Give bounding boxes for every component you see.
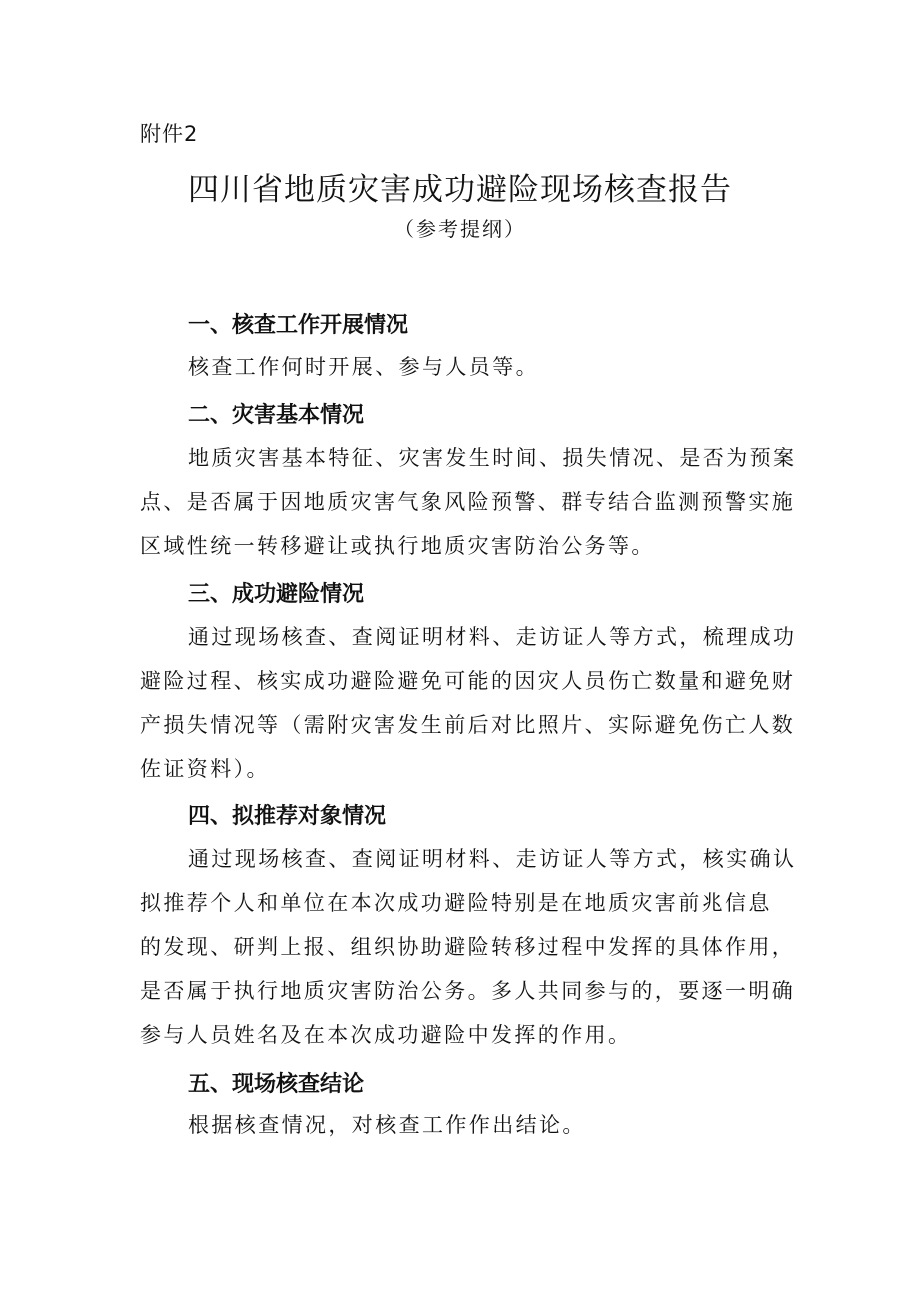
section-heading-3: 三、成功避险情况 bbox=[188, 582, 365, 607]
body-line: 通过现场核查、查阅证明材料、走访证人等方式，核实确认 bbox=[188, 847, 797, 871]
document-subtitle: （参考提纲） bbox=[394, 217, 526, 241]
body-line: 的发现、研判上报、组织协助避险转移过程中发挥的具体作用， bbox=[140, 935, 796, 959]
body-line: 避险过程、核实成功避险避免可能的因灾人员伤亡数量和避免财 bbox=[140, 669, 796, 693]
body-line: 拟推荐个人和单位在本次成功避险特别是在地质灾害前兆信息 bbox=[140, 891, 772, 915]
attachment-label: 附件2 bbox=[140, 122, 199, 146]
body-line: 产损失情况等（需附灾害发生前后对比照片、实际避免伤亡人数 bbox=[140, 713, 796, 737]
body-line: 通过现场核查、查阅证明材料、走访证人等方式，梳理成功 bbox=[188, 625, 797, 649]
section-heading-5: 五、现场核查结论 bbox=[188, 1072, 365, 1097]
section-heading-1: 一、核查工作开展情况 bbox=[188, 313, 409, 338]
body-line: 参与人员姓名及在本次成功避险中发挥的作用。 bbox=[140, 1023, 632, 1047]
document-title: 四川省地质灾害成功避险现场核查报告 bbox=[188, 172, 732, 208]
body-line: 区域性统一转移避让或执行地质灾害防治公务等。 bbox=[140, 534, 655, 558]
body-line: 是否属于执行地质灾害防治公务。多人共同参与的，要逐一明确 bbox=[140, 979, 796, 1003]
body-line: 根据核查情况，对核查工作作出结论。 bbox=[188, 1113, 586, 1137]
section-heading-4: 四、拟推荐对象情况 bbox=[188, 804, 387, 829]
body-line: 核查工作何时开展、参与人员等。 bbox=[188, 355, 539, 379]
body-line: 地质灾害基本特征、灾害发生时间、损失情况、是否为预案 bbox=[188, 446, 797, 470]
body-line: 点、是否属于因地质灾害气象风险预警、群专结合监测预警实施 bbox=[140, 490, 796, 514]
body-line: 佐证资料）。 bbox=[140, 757, 270, 781]
section-heading-2: 二、灾害基本情况 bbox=[188, 403, 365, 428]
